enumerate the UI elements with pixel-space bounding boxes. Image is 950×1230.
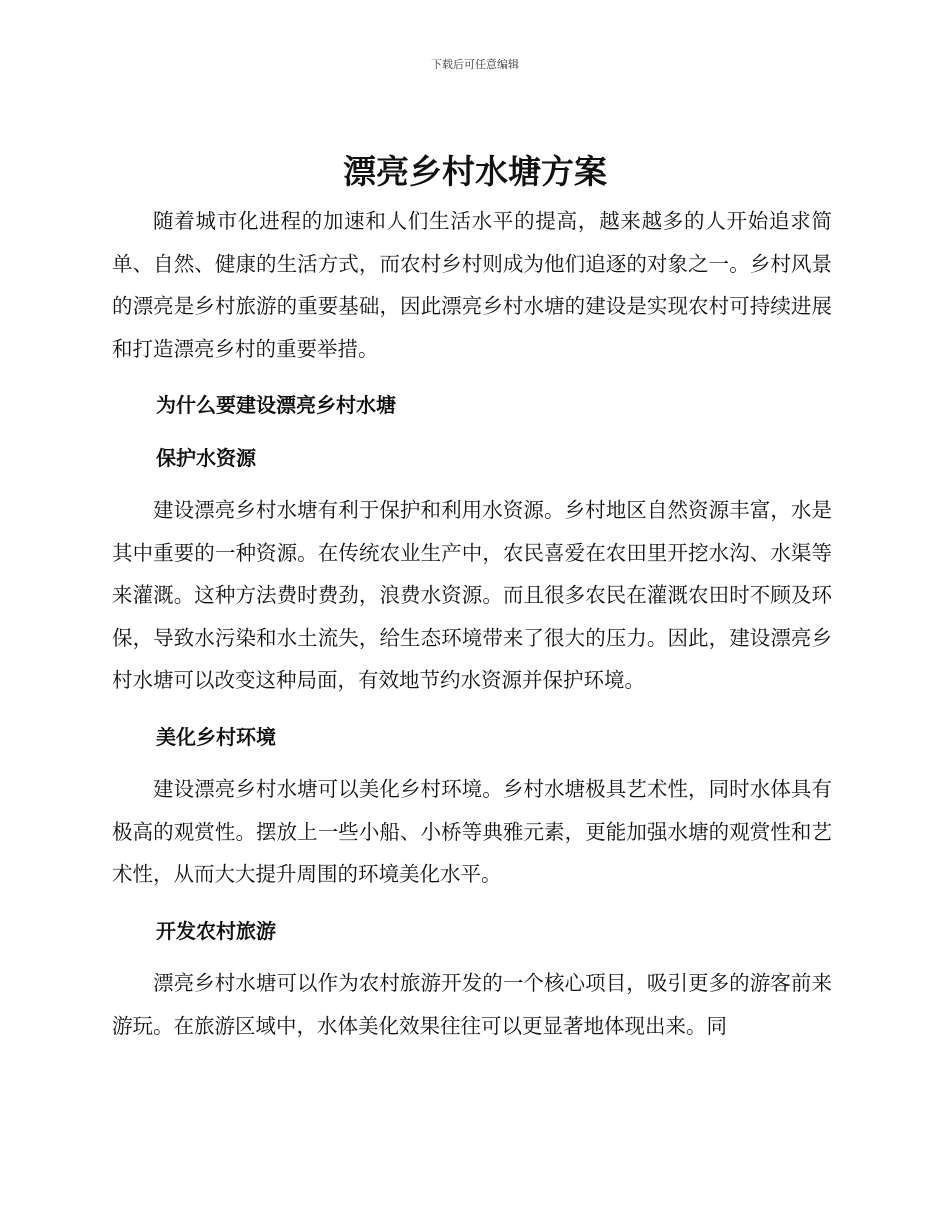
section-heading-beautify: 美化乡村环境 <box>156 724 276 749</box>
section-paragraph-protect-water: 建设漂亮乡村水塘有利于保护和利用水资源。乡村地区自然资源丰富，水是其中重要的一种资源。在传统农业生产中，农民喜爱在农田里开挖水沟、水渠等来灌溉。这种方法费时费劲，浪费水资源。而且很多农民在灌溉农田时不顾及环保，导致水污染和水土流失，给生态环境带来了很大的压力。因此，建设漂亮乡村水塘可以改变这种局面，有效地节约水资源并保护环境。 <box>112 498 832 692</box>
section-paragraph-beautify: 建设漂亮乡村水塘可以美化乡村环境。乡村水塘极具艺术性，同时水体具有极高的观赏性。摆放上一些小船、小桥等典雅元素，更能加强水塘的观赏性和艺术性，从而大大提升周围的环境美化水平。 <box>112 777 832 886</box>
section-heading-why: 为什么要建设漂亮乡村水塘 <box>156 393 396 417</box>
section-paragraph-tourism: 漂亮乡村水塘可以作为农村旅游开发的一个核心项目，吸引更多的游客前来游玩。在旅游区域中，水体美化效果往往可以更显著地体现出来。同 <box>112 971 832 1038</box>
header-note: 下载后可任意编辑 <box>431 58 519 71</box>
section-heading-tourism: 开发农村旅游 <box>156 918 276 943</box>
document-body <box>112 200 832 1047</box>
section-heading-protect-water: 保护水资源 <box>156 445 256 470</box>
document-title: 漂亮乡村水塘方案 <box>343 152 607 191</box>
intro-paragraph: 随着城市化进程的加速和人们生活水平的提高，越来越多的人开始追求简单、自然、健康的生活方式，而农村乡村则成为他们追逐的对象之一。乡村风景的漂亮是乡村旅游的重要基础，因此漂亮乡村水塘的建设是实现农村可持续进展和打造漂亮乡村的重要举措。 <box>112 209 832 361</box>
